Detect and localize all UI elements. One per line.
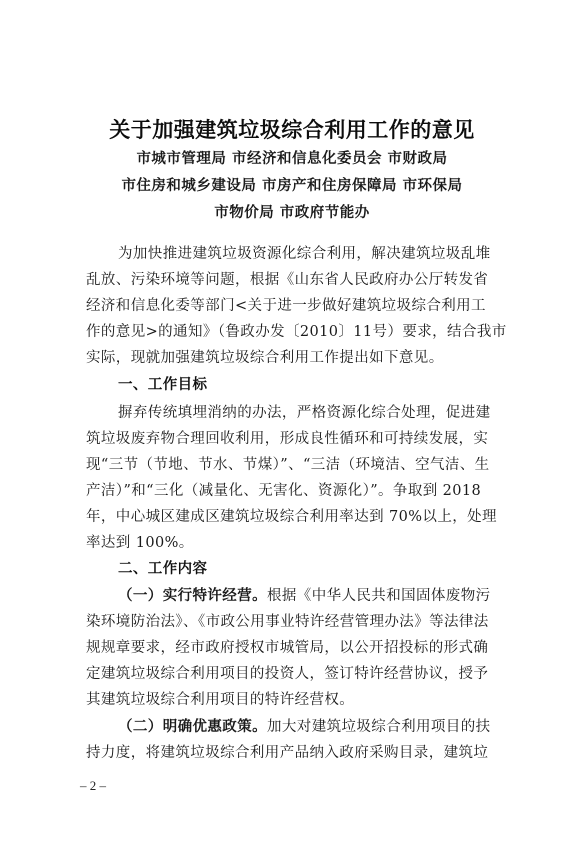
page-number: – 2 – (80, 778, 106, 793)
content-item-1-line-2: 染环境防治法》、《市政公用事业特许经营管理办法》等法律法 (86, 614, 489, 630)
goals-line-3: 现“三节（节地、节水、节煤）”、“三洁（环境洁、空气洁、生 (86, 457, 490, 473)
goals-line-1: 摒弃传统填埋消纳的办法，严格资源化综合处理，促进建 (118, 405, 491, 421)
goals-line-5: 年，中心城区建成区建筑垃圾综合利用率达到 70%以上，处理 (86, 509, 497, 525)
intro-line-4: 作的意见>的通知》（鲁政办发〔2010〕11号）要求，结合我市 (86, 324, 507, 340)
goals-line-2: 筑垃圾废弃物合理回收利用，形成良性循环和可持续发展，实 (86, 431, 489, 447)
content-item-1-line-4: 定建筑垃圾综合利用项目的投资人，签订特许经营协议，授予 (86, 666, 489, 682)
document-title: 关于加强建筑垃圾综合利用工作的意见 (109, 117, 475, 142)
intro-line-5: 实际，现就加强建筑垃圾综合利用工作提出如下意见。 (86, 350, 444, 366)
content-item-2-first-rest: 加大对建筑垃圾综合利用项目的扶 (267, 719, 491, 735)
content-item-2-first-line (118, 717, 558, 737)
content-item-1-first-line (118, 586, 558, 606)
section-heading-content: 二、工作内容 (118, 561, 208, 577)
intro-line-2: 乱放、污染环境等问题，根据《山东省人民政府办公厅转发省 (86, 272, 489, 288)
intro-line-3: 经济和信息化委等部门<关于进一步做好建筑垃圾综合利用工 (86, 298, 486, 314)
issuer-line-3: 市物价局 市政府节能办 (214, 204, 370, 221)
content-item-1-first-rest: 根据《中华人民共和国固体废物污 (267, 588, 491, 604)
content-item-1-label: （一）实行特许经营。 (118, 587, 267, 604)
issuer-line-2: 市住房和城乡建设局 市房产和住房保障局 市环保局 (121, 177, 463, 194)
goals-line-6: 率达到 100%。 (86, 535, 194, 551)
issuer-line-1: 市城市管理局 市经济和信息化委员会 市财政局 (136, 150, 448, 167)
content-item-2-line-2: 持力度，将建筑垃圾综合利用产品纳入政府采购目录，建筑垃 (86, 745, 489, 761)
content-item-1-line-3: 规规章要求，经市政府授权市城管局，以公开招投标的形式确 (86, 640, 489, 656)
section-heading-goals: 一、工作目标 (118, 377, 208, 393)
content-item-1-line-5: 其建筑垃圾综合利用项目的特许经营权。 (86, 692, 355, 708)
content-item-2-label: （二）明确优惠政策。 (118, 718, 267, 735)
intro-line-1: 为加快推进建筑垃圾资源化综合利用，解决建筑垃圾乱堆 (118, 246, 491, 262)
goals-line-4: 产洁）”和“三化（减量化、无害化、资源化）”。争取到 2018 (86, 483, 482, 499)
